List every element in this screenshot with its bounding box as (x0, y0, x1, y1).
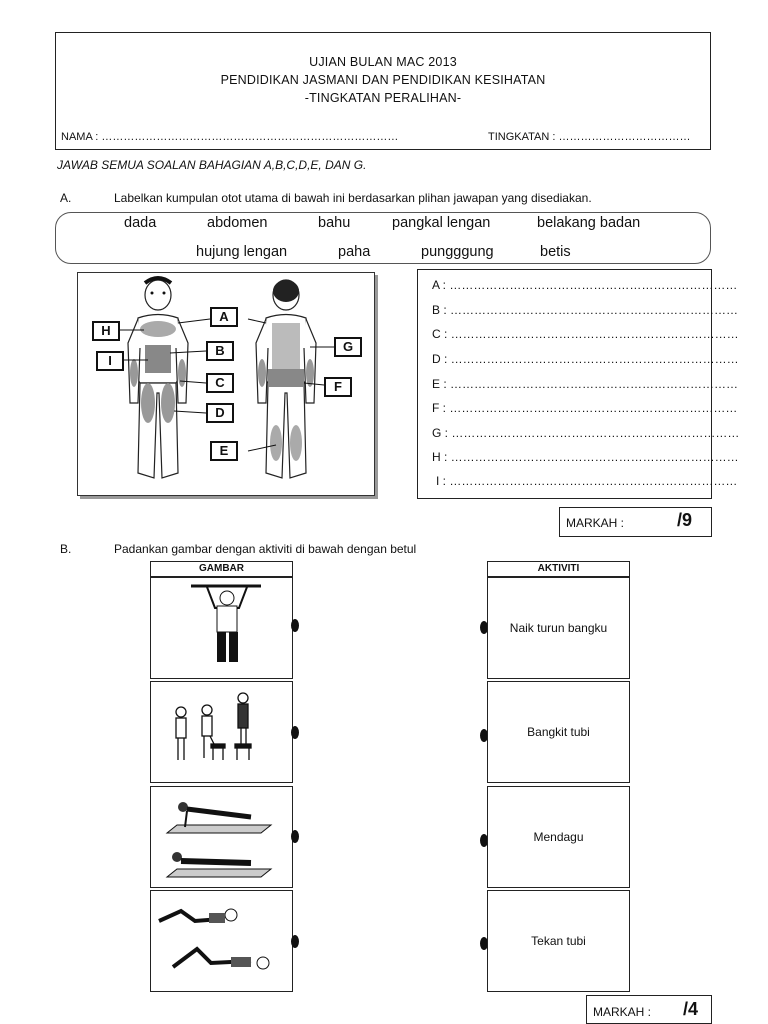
name-field[interactable]: NAMA : ……………………………………………………………………… (61, 131, 399, 143)
word-option: belakang badan (537, 215, 641, 231)
word-option: bahu (318, 215, 351, 231)
word-option: betis (540, 244, 571, 260)
muscle-diagram (77, 272, 375, 496)
chin-up-illustration (151, 578, 292, 678)
label-d: D (206, 403, 234, 423)
section-a-question: Labelkan kumpulan otot utama di bawah ini berdasarkan plihan jawapan yang disediakan. (114, 191, 592, 205)
level-title: -TINGKATAN PERALIHAN- (304, 91, 462, 105)
markah-a-box (559, 507, 712, 537)
word-option: hujung lengan (196, 244, 288, 260)
label-a: A (210, 307, 238, 327)
markah-b-label: MARKAH : (593, 1005, 652, 1019)
answer-line-e[interactable]: E : ……………………………………………………………… (432, 377, 739, 391)
activity-1: Naik turun bangku (487, 577, 630, 679)
word-bank (55, 212, 711, 264)
match-dot-left-2[interactable] (291, 726, 299, 739)
word-option: pangkal lengan (392, 215, 491, 231)
header-box (55, 32, 711, 150)
section-b-number: B. (60, 542, 72, 556)
markah-b-box (586, 995, 712, 1024)
label-g: G (334, 337, 362, 357)
picture-sit-up (150, 890, 293, 992)
picture-step-up (150, 681, 293, 783)
answer-line-i[interactable]: I : ……………………………………………………………… (436, 474, 738, 488)
step-up-illustration (151, 682, 292, 782)
instruction: JAWAB SEMUA SOALAN BAHAGIAN A,B,C,D,E, DAN G. (57, 158, 367, 172)
word-option: dada (124, 215, 157, 231)
label-f: F (324, 377, 352, 397)
word-option: pungggung (421, 244, 494, 260)
answer-line-d[interactable]: D : ……………………………………………………………… (432, 352, 739, 366)
aktiviti-header: AKTIVITI (487, 561, 630, 577)
word-option: abdomen (207, 215, 268, 231)
subject-title: PENDIDIKAN JASMANI DAN PENDIDIKAN KESIHATAN (220, 73, 546, 87)
match-dot-left-4[interactable] (291, 935, 299, 948)
class-field[interactable]: TINGKATAN : ……………………………… (488, 131, 691, 143)
gambar-header: GAMBAR (150, 561, 293, 577)
label-i: I (96, 351, 124, 371)
exam-title: UJIAN BULAN MAC 2013 (309, 55, 457, 69)
activity-2: Bangkit tubi (487, 681, 630, 783)
picture-push-up (150, 786, 293, 888)
markah-a-value: /9 (677, 510, 693, 530)
markah-a-label: MARKAH : (566, 516, 625, 530)
match-dot-left-3[interactable] (291, 830, 299, 843)
section-b-question: Padankan gambar dengan aktiviti di bawah dengan betul (114, 542, 417, 556)
label-h: H (92, 321, 120, 341)
answer-line-f[interactable]: F : ……………………………………………………………… (432, 401, 738, 415)
activity-4: Tekan tubi (487, 890, 630, 992)
match-dot-left-1[interactable] (291, 619, 299, 632)
word-option: paha (338, 244, 371, 260)
activity-3: Mendagu (487, 786, 630, 888)
picture-chin-up (150, 577, 293, 679)
label-c: C (206, 373, 234, 393)
label-b: B (206, 341, 234, 361)
sit-up-illustration (151, 891, 292, 991)
answer-line-g[interactable]: G : ……………………………………………………………… (432, 426, 740, 440)
answer-box (417, 269, 740, 499)
markah-b-value: /4 (683, 999, 699, 1019)
answer-line-h[interactable]: H : ……………………………………………………………… (432, 450, 739, 464)
answer-line-b[interactable]: B : ……………………………………………………………… (432, 303, 739, 317)
answer-line-c[interactable]: C : ……………………………………………………………… (432, 327, 739, 341)
answer-line-a[interactable]: A : ……………………………………………………………… (432, 278, 738, 292)
label-e: E (210, 441, 238, 461)
push-up-illustration (151, 787, 292, 887)
section-a-number: A. (60, 191, 72, 205)
